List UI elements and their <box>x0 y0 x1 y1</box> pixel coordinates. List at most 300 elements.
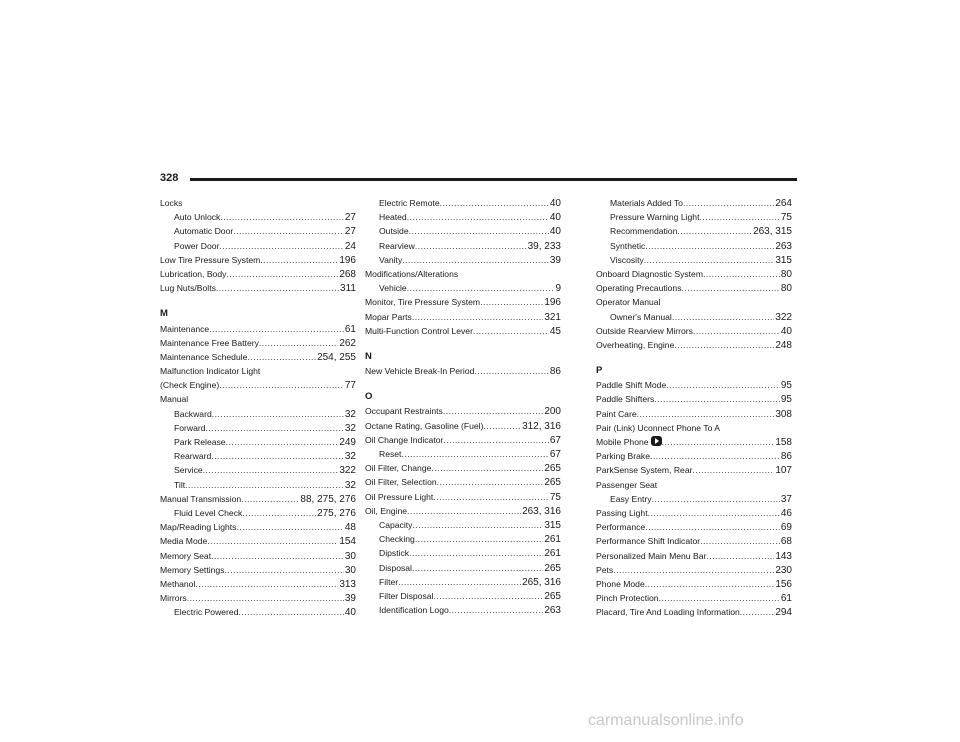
dot-leader <box>220 210 344 224</box>
dot-leader <box>645 577 775 591</box>
entry-text: Outside <box>379 226 409 237</box>
dot-leader <box>613 563 774 577</box>
index-entry <box>160 577 356 591</box>
entry-label <box>379 546 409 560</box>
entry-label <box>379 253 402 267</box>
dot-leader <box>740 605 775 619</box>
index-heading: Passenger Seat <box>596 479 658 490</box>
entry-label <box>610 239 645 253</box>
entry-page-ref: 9 <box>555 283 561 295</box>
entry-label <box>365 310 412 324</box>
dot-leader <box>677 224 752 238</box>
entry-label <box>379 239 415 253</box>
entry-page-ref: 312, 316 <box>522 420 561 432</box>
entry-text: Dipstick <box>379 548 410 559</box>
dot-leader <box>203 463 339 477</box>
entry-text: Owner's Manual <box>610 311 672 322</box>
index-entry <box>596 435 792 449</box>
entry-page-ref: 24 <box>344 240 356 252</box>
index-subentry <box>160 463 356 477</box>
entry-page-ref: 45 <box>549 325 561 337</box>
entry-page-ref: 230 <box>775 564 792 576</box>
dot-leader <box>440 196 549 210</box>
entry-text: Checking <box>379 534 415 545</box>
entry-text: Automatic Door <box>174 226 234 237</box>
index-heading: Modifications/Alterations <box>365 268 459 279</box>
dot-leader <box>706 549 774 563</box>
entry-label <box>174 449 211 463</box>
entry-page-ref: 315 <box>544 519 561 531</box>
dot-leader <box>645 239 774 253</box>
entry-page-ref: 75 <box>549 491 561 503</box>
entry-label <box>596 463 692 477</box>
entry-label <box>379 210 407 224</box>
dot-leader <box>433 490 549 504</box>
index-entry <box>160 267 356 281</box>
entry-label <box>365 461 431 475</box>
index-subentry <box>365 603 561 617</box>
entry-page-ref: 263 <box>775 240 792 252</box>
entry-page-ref: 275, 276 <box>317 507 356 519</box>
dot-leader <box>683 196 774 210</box>
entry-text: Pressure Warning Light <box>610 212 700 223</box>
dot-leader <box>699 210 779 224</box>
entry-text: Performance <box>596 522 646 533</box>
entry-text: Low Tire Pressure System <box>160 254 261 265</box>
entry-page-ref: 261 <box>544 548 561 560</box>
entry-label <box>160 267 226 281</box>
entry-label <box>596 449 650 463</box>
index-subentry <box>160 435 356 449</box>
entry-text: Monitor, Tire Pressure System <box>365 297 481 308</box>
entry-page-ref: 88, 275, 276 <box>300 493 356 505</box>
index-entry <box>596 506 792 520</box>
entry-label <box>596 605 740 619</box>
entry-text: Octane Rating, Gasoline (Fuel) <box>365 420 484 431</box>
entry-page-ref: 67 <box>549 449 561 460</box>
entry-text: Materials Added To <box>610 198 683 208</box>
section-letter: O <box>365 391 373 403</box>
index-subentry <box>365 196 561 210</box>
entry-label <box>379 532 415 546</box>
entry-text: Mirrors <box>160 593 187 604</box>
dot-leader <box>207 534 338 548</box>
dot-leader <box>659 591 780 605</box>
entry-page-ref: 95 <box>780 394 792 406</box>
entry-label <box>596 506 648 520</box>
entry-label <box>160 281 216 295</box>
entry-label <box>596 338 674 352</box>
dot-leader <box>412 310 544 324</box>
entry-label <box>596 281 682 295</box>
index-entry <box>160 492 356 506</box>
dot-leader <box>206 421 344 435</box>
entry-page-ref: 249 <box>339 437 356 448</box>
watermark: carmanualsonline.info <box>588 712 744 729</box>
entry-page-ref: 294 <box>775 607 792 619</box>
entry-page-ref: 48 <box>344 522 356 534</box>
entry-page-ref: 86 <box>780 451 792 463</box>
index-subentry <box>365 589 561 603</box>
entry-page-ref: 61 <box>780 593 792 605</box>
entry-text: Easy Entry <box>610 493 652 504</box>
entry-label <box>610 196 683 210</box>
entry-text: Capacity <box>379 519 413 530</box>
entry-text: Maintenance Free Battery <box>160 337 259 348</box>
index-entry <box>596 338 792 352</box>
index-entry <box>596 605 792 619</box>
entry-page-ref: 315 <box>775 254 792 266</box>
dot-leader <box>407 210 549 224</box>
entry-text: ParkSense System, Rear <box>596 465 693 476</box>
entry-page-ref: 40 <box>549 226 561 238</box>
dot-leader <box>645 520 780 534</box>
index-entry <box>596 324 792 338</box>
entry-label <box>365 364 474 378</box>
section-letter: P <box>596 365 603 377</box>
entry-label <box>160 591 187 605</box>
entry-label <box>610 224 677 238</box>
entry-label <box>379 518 412 532</box>
dot-leader <box>693 324 780 338</box>
dot-leader <box>226 435 339 449</box>
index-column-3 <box>596 196 792 619</box>
entry-page-ref: 261 <box>544 534 561 546</box>
entry-label <box>596 591 659 605</box>
entry-text: Reset <box>379 449 402 459</box>
entry-text: New Vehicle Break-In Period <box>365 366 475 377</box>
index-subentry <box>365 210 561 224</box>
entry-label <box>596 392 654 406</box>
entry-text: Vehicle <box>379 283 407 294</box>
entry-text: Recommendation <box>610 226 678 237</box>
index-entry <box>596 563 792 577</box>
entry-text: Paddle Shifters <box>596 394 655 405</box>
dot-leader <box>473 324 549 338</box>
entry-label <box>160 322 209 336</box>
entry-page-ref: 265 <box>544 463 561 475</box>
entry-text: Maintenance <box>160 323 210 334</box>
entry-text: Heated <box>379 212 407 223</box>
entry-text: Occupant Restraints <box>365 406 443 417</box>
dot-leader <box>682 281 780 295</box>
dot-leader <box>650 449 780 463</box>
dot-leader <box>407 281 555 295</box>
entry-text: Oil, Engine <box>365 505 408 516</box>
header-rule <box>190 178 797 181</box>
entry-label <box>174 224 233 238</box>
entry-text: Filter <box>379 576 399 587</box>
entry-label <box>174 506 242 520</box>
dot-leader <box>449 603 544 617</box>
index-heading: Pair (Link) Uconnect Phone To A <box>596 422 721 433</box>
entry-label <box>379 589 433 603</box>
section-letter: N <box>365 350 372 362</box>
dot-leader <box>648 506 780 520</box>
dot-leader <box>443 404 543 418</box>
index-entry <box>365 364 561 378</box>
entry-label <box>596 378 666 392</box>
entry-text: Viscosity <box>610 254 644 265</box>
entry-page-ref: 86 <box>549 366 561 378</box>
entry-page-ref: 200 <box>544 406 561 418</box>
dot-leader <box>185 478 344 492</box>
entry-page-ref: 265 <box>544 590 561 602</box>
index-subentry <box>365 281 561 295</box>
entry-page-ref: 30 <box>344 564 356 576</box>
dot-leader <box>247 350 316 364</box>
entry-page-ref: 39 <box>549 254 561 266</box>
index-entry <box>365 433 561 447</box>
entry-page-ref: 37 <box>780 493 792 505</box>
index-entry <box>365 295 561 309</box>
entry-label <box>365 490 433 504</box>
dot-leader <box>437 475 544 489</box>
index-entry <box>365 461 561 475</box>
entry-text: Operating Precautions <box>596 283 682 294</box>
entry-page-ref: 311 <box>340 283 356 295</box>
entry-text: Oil Filter, Change <box>365 463 432 474</box>
dot-leader <box>409 546 543 560</box>
index-subentry <box>596 253 792 267</box>
entry-text: Synthetic <box>610 240 646 251</box>
index-entry <box>596 463 792 477</box>
index-entry <box>596 267 792 281</box>
entry-text: Pets <box>596 564 614 575</box>
entry-page-ref: 32 <box>344 422 356 434</box>
index-subentry <box>160 210 356 224</box>
index-entry <box>596 407 792 421</box>
entry-page-ref: 27 <box>344 212 356 224</box>
entry-text: Vanity <box>379 254 403 265</box>
entry-page-ref: 265, 316 <box>522 576 561 588</box>
entry-page-ref: 39, 233 <box>527 240 561 252</box>
entry-text: Placard, Tire And Loading Information <box>596 607 740 618</box>
index-subentry <box>365 561 561 575</box>
entry-page-ref: 32 <box>344 408 356 420</box>
dot-leader <box>398 575 521 589</box>
entry-text: Media Mode <box>160 536 208 547</box>
dot-leader <box>219 239 344 253</box>
entry-text: Park Release <box>174 437 226 447</box>
dot-leader <box>209 322 344 336</box>
dot-leader <box>212 407 344 421</box>
entry-label <box>596 407 637 421</box>
entry-text: Filter Disposal <box>379 590 434 601</box>
index-subentry <box>160 478 356 492</box>
entry-text: Auto Unlock <box>174 212 221 223</box>
index-entry <box>365 475 561 489</box>
entry-page-ref: 196 <box>339 254 356 266</box>
entry-label <box>596 577 645 591</box>
index-heading: Manual <box>160 394 189 405</box>
entry-label <box>160 549 211 563</box>
entry-page-ref: 32 <box>344 479 356 491</box>
index-subentry <box>596 492 792 506</box>
entry-page-ref: 75 <box>780 212 792 224</box>
entry-label <box>596 563 613 577</box>
entry-text: Maintenance Schedule <box>160 351 248 362</box>
entry-text: Backward <box>174 408 212 419</box>
entry-label <box>160 336 259 350</box>
index-entry <box>365 310 561 324</box>
entry-label <box>596 534 700 548</box>
entry-label <box>379 603 449 617</box>
dot-leader <box>415 532 543 546</box>
index-entry <box>596 577 792 591</box>
index-entry <box>365 504 561 518</box>
entry-page-ref: 158 <box>775 437 792 448</box>
entry-page-ref: 80 <box>780 283 792 295</box>
index-subentry <box>160 506 356 520</box>
dot-leader <box>654 392 780 406</box>
entry-label <box>596 549 706 563</box>
entry-page-ref: 156 <box>775 578 792 590</box>
entry-label <box>365 475 437 489</box>
dot-leader <box>433 589 543 603</box>
entry-label <box>174 605 238 619</box>
index-entry <box>160 281 356 295</box>
entry-label <box>365 419 483 433</box>
index-entry <box>365 324 561 338</box>
index-subentry <box>365 518 561 532</box>
entry-label <box>365 295 480 309</box>
entry-label <box>174 478 185 492</box>
entry-text: Identification Logo <box>379 605 449 616</box>
entry-text: Fluid Level Check <box>174 507 243 518</box>
entry-text: Lubrication, Body <box>160 268 227 279</box>
dot-leader <box>233 224 344 238</box>
dot-leader <box>409 224 549 238</box>
entry-text: Performance Shift Indicator <box>596 536 701 547</box>
entry-page-ref: 61 <box>344 323 356 335</box>
index-subentry <box>365 546 561 560</box>
entry-text: Personalized Main Menu Bar <box>596 550 707 561</box>
index-subentry <box>160 224 356 238</box>
index-entry <box>365 490 561 504</box>
index-entry <box>596 534 792 548</box>
index-entry <box>596 392 792 406</box>
entry-label <box>365 433 443 447</box>
entry-page-ref: 77 <box>344 380 356 392</box>
entry-text: Pinch Protection <box>596 593 659 604</box>
index-entry <box>160 378 356 392</box>
entry-page-ref: 46 <box>780 507 792 519</box>
entry-text: Multi-Function Control Lever <box>365 325 473 336</box>
entry-label <box>610 310 672 324</box>
entry-page-ref: 30 <box>344 550 356 562</box>
dot-leader <box>672 310 774 324</box>
entry-text: Lug Nuts/Bolts <box>160 283 216 294</box>
index-subentry <box>596 310 792 324</box>
entry-text: Electric Powered <box>174 607 239 618</box>
dot-leader <box>401 447 548 461</box>
entry-label <box>379 447 401 461</box>
entry-label <box>365 324 473 338</box>
dot-leader <box>407 504 521 518</box>
entry-text: Parking Brake <box>596 451 650 462</box>
dot-leader <box>703 267 780 281</box>
entry-label <box>610 210 699 224</box>
entry-page-ref: 308 <box>775 408 792 420</box>
entry-page-ref: 263, 315 <box>753 226 792 238</box>
entry-page-ref: 265 <box>544 562 561 574</box>
index-entry <box>160 534 356 548</box>
index-entry <box>596 449 792 463</box>
entry-page-ref: 263 <box>544 605 561 617</box>
entry-text: Oil Filter, Selection <box>365 477 437 488</box>
entry-label <box>160 253 260 267</box>
entry-page-ref: 40 <box>344 607 356 619</box>
entry-text: (Check Engine) <box>160 380 220 391</box>
entry-text: Rearward <box>174 451 212 462</box>
entry-label <box>596 520 645 534</box>
dot-leader <box>241 492 299 506</box>
entry-page-ref: 263, 316 <box>522 505 561 517</box>
entry-label <box>379 575 398 589</box>
index-subentry <box>365 532 561 546</box>
dot-leader <box>187 591 344 605</box>
entry-page-ref: 254, 255 <box>317 351 356 363</box>
entry-label <box>174 407 212 421</box>
index-entry <box>160 350 356 364</box>
index-entry <box>596 281 792 295</box>
entry-page-ref: 196 <box>544 297 561 309</box>
dot-leader <box>415 239 527 253</box>
index-subentry <box>596 196 792 210</box>
index-entry <box>596 549 792 563</box>
index-subentry <box>160 407 356 421</box>
index-subentry <box>160 449 356 463</box>
index-subentry <box>365 253 561 267</box>
entry-label <box>160 492 241 506</box>
entry-page-ref: 107 <box>775 465 792 477</box>
dot-leader <box>662 435 775 449</box>
entry-page-ref: 69 <box>780 522 792 534</box>
page-number: 328 <box>160 172 179 184</box>
entry-page-ref: 313 <box>339 578 356 590</box>
entry-label <box>365 504 407 518</box>
entry-page-ref: 322 <box>339 465 356 477</box>
entry-label <box>160 350 247 364</box>
dot-leader <box>224 563 343 577</box>
entry-page-ref: 39 <box>344 593 356 605</box>
entry-text: Map/Reading Lights <box>160 522 237 533</box>
index-entry <box>596 520 792 534</box>
index-entry <box>365 404 561 418</box>
index-subentry <box>365 239 561 253</box>
entry-label <box>160 577 195 591</box>
dot-leader <box>195 577 338 591</box>
index-subentry <box>365 575 561 589</box>
entry-text: Overheating, Engine <box>596 339 675 350</box>
entry-text: Mopar Parts <box>365 311 412 322</box>
index-entry <box>160 253 356 267</box>
index-entry <box>160 549 356 563</box>
entry-label <box>596 435 662 449</box>
dot-leader <box>238 605 343 619</box>
index-heading: Operator Manual <box>596 297 661 308</box>
dot-leader <box>637 407 775 421</box>
entry-text: Passing Light <box>596 507 648 518</box>
entry-label <box>160 534 207 548</box>
entry-page-ref: 40 <box>780 325 792 337</box>
dot-leader <box>226 267 338 281</box>
index-subentry <box>365 224 561 238</box>
dot-leader <box>412 561 543 575</box>
dot-leader <box>674 338 774 352</box>
entry-label <box>365 404 443 418</box>
